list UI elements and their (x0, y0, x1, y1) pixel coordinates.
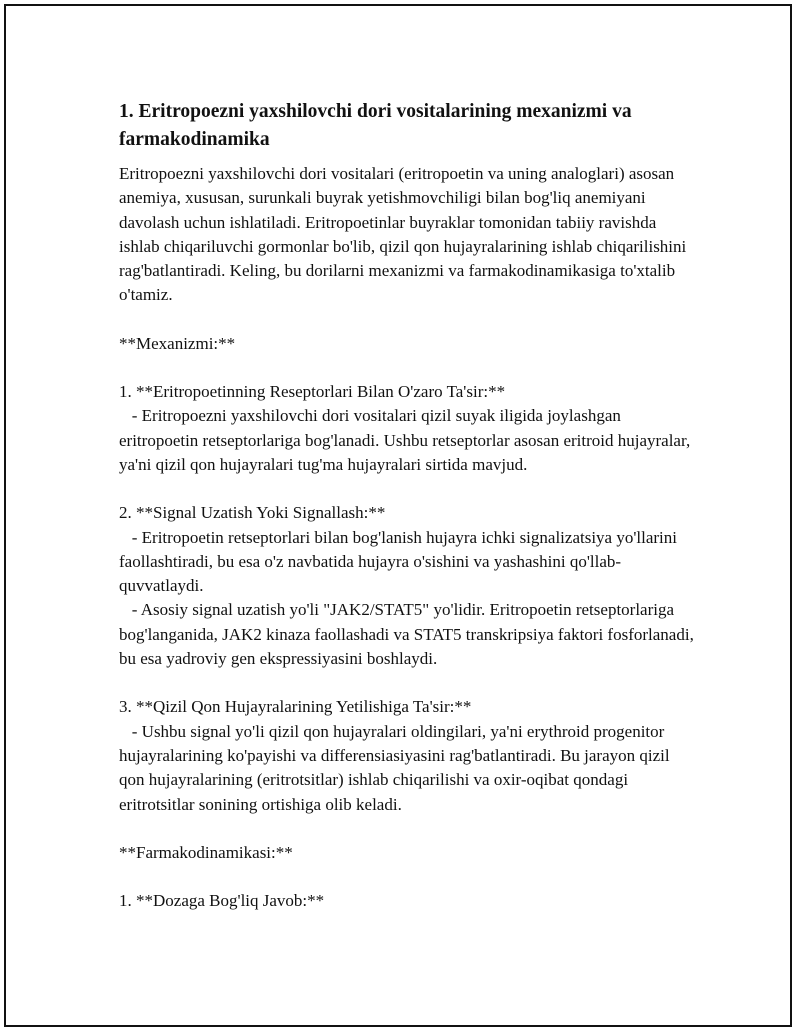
pharmacodynamics-item-1: 1. **Dozaga Bog'liq Javob:** (119, 891, 325, 911)
mechanism-item-2: 2. **Signal Uzatish Yoki Signallash:** - Eritropoetin retseptorlari bilan bog'lanish hujayra ichki signalizatsiya yo'llarini faollashtiradi, bu esa o'z navbatida hujayra o'sishini va yashashini qo'llab-quvvatlaydi. - Asosiy signal uzatish yo'li "JAK2/STAT5" yo'lidir. Eritropoetin retseptorlariga bog'langanida, JAK2 kinaza faollashadi va STAT5 transkripsiya faktori fosforlanadi, bu esa yadroviy gen ekspressiyasini boshlaydi. (119, 503, 694, 669)
mechanism-item-3: 3. **Qizil Qon Hujayralarining Yetilishiga Ta'sir:** - Ushbu signal yo'li qizil qon hujayralari oldingilari, ya'ni erythroid progenitor hujayralarining ko'payishi va differensiasiyasini rag'batlantiradi. Bu jarayon qizil qon hujayralarining (eritrotsitlar) ishlab chiqarilishi va oxir-oqibat qondagi eritrotsitlar sonining ortishiga olib keladi. (119, 697, 670, 814)
mechanism-heading: **Mexanizmi:** (119, 333, 236, 353)
document-content (119, 98, 699, 913)
mechanism-item-1: 1. **Eritropoetinning Reseptorlari Bilan O'zaro Ta'sir:** - Eritropoezni yaxshilovchi dori vositalari qizil suyak iligida joylashgan eritropoetin retseptorlariga bog'lanadi. Ushbu retseptorlar asosan eritroid hujayralar, ya'ni qizil qon hujayralari tug'ma hujayralari sirtida mavjud. (119, 382, 691, 474)
intro-paragraph: Eritropoezni yaxshilovchi dori vositalari (eritropoetin va uning analoglari) asosan anemiya, xususan, surunkali buyrak yetishmovchiligi bilan bog'liq anemiyani davolash uchun ishlatiladi. Eritropoetinlar buyraklar tomonidan tabiiy ravishda ishlab chiqariluvchi gormonlar bo'lib, qizil qon hujayralarining ishlab chiqarilishini rag'batlantiradi. Keling, bu dorilarni mexanizmi va farmakodinamikasiga to'xtalib o'tamiz. (119, 164, 691, 305)
document-heading: 1. Eritropoezni yaxshilovchi dori vositalarining mexanizmi va farmakodinamika (119, 101, 632, 150)
document-page (4, 4, 792, 1027)
pharmacodynamics-heading: **Farmakodinamikasi:** (119, 842, 293, 862)
